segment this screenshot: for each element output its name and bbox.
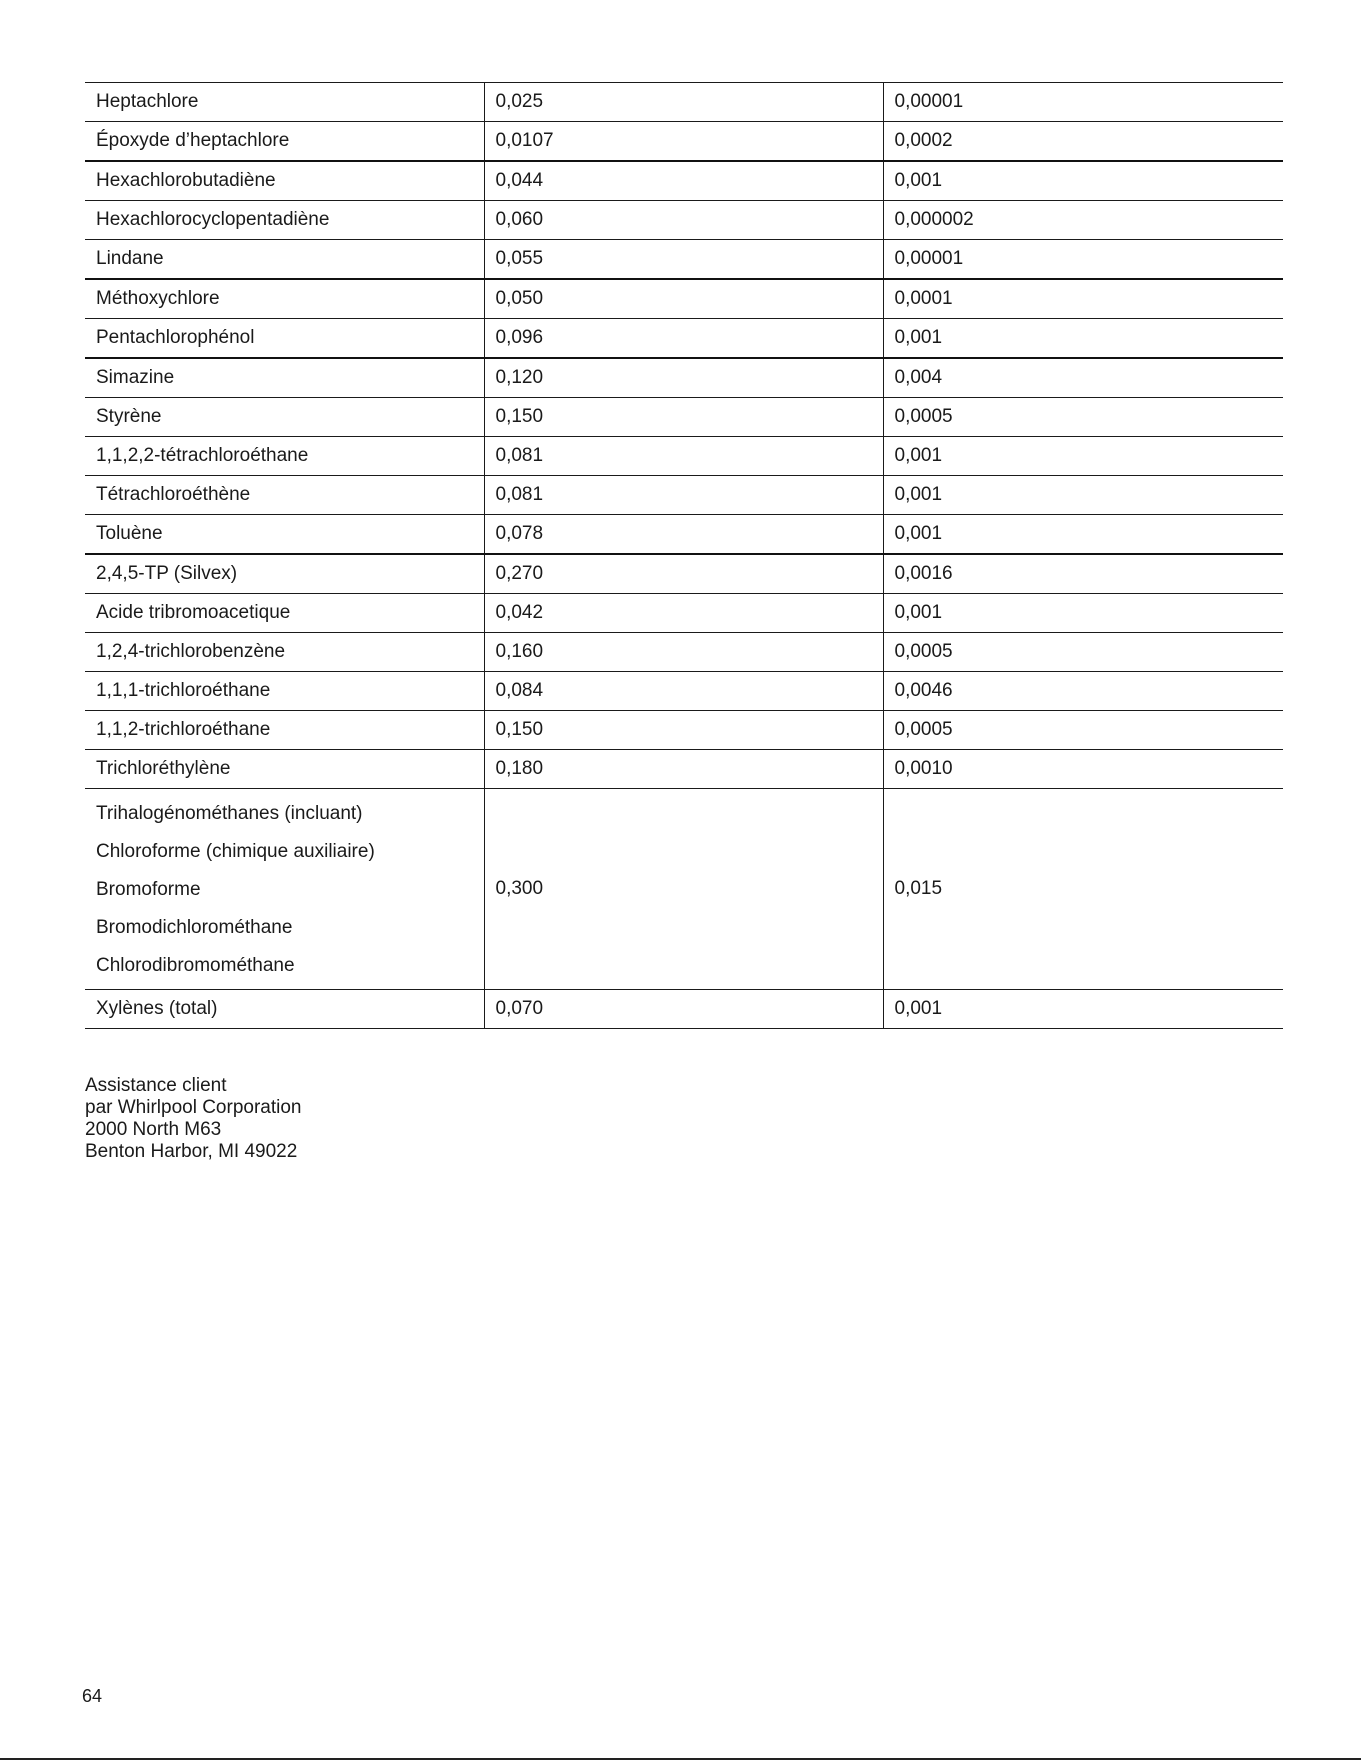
address-line: Assistance client: [85, 1075, 227, 1096]
value1-cell: 0,120: [484, 358, 883, 398]
value2-cell: 0,0005: [883, 633, 1283, 672]
value1-cell: 0,042: [484, 594, 883, 633]
customer-assistance-address: [85, 1075, 302, 1163]
name-cell: 2,4,5-TP (Silvex): [85, 554, 484, 594]
name-cell: 1,2,4-trichlorobenzène: [85, 633, 484, 672]
value2-cell: 0,0002: [883, 122, 1283, 162]
table-row: [85, 398, 1283, 437]
address-line: 2000 North M63: [85, 1119, 222, 1140]
value2-cell: 0,0001: [883, 279, 1283, 319]
table-row: [85, 319, 1283, 359]
value2-cell: 0,001: [883, 161, 1283, 201]
table-row: [85, 633, 1283, 672]
name-cell: Xylènes (total): [85, 990, 484, 1029]
name-cell: Tétrachloroéthène: [85, 476, 484, 515]
value2-cell: 0,001: [883, 476, 1283, 515]
value1-cell: 0,060: [484, 201, 883, 240]
table-row: [85, 750, 1283, 789]
table-row: [85, 437, 1283, 476]
name-cell: Styrène: [85, 398, 484, 437]
value1-cell: 0,070: [484, 990, 883, 1029]
table-row-last: [85, 990, 1283, 1029]
value2-cell: 0,00001: [883, 83, 1283, 122]
name-cell: Toluène: [85, 515, 484, 555]
value1-cell: 0,025: [484, 83, 883, 122]
table-row-group: [85, 789, 1283, 990]
value1-cell: 0,050: [484, 279, 883, 319]
group-name-line: Chloroforme (chimique auxiliaire): [96, 841, 375, 862]
table-row: [85, 672, 1283, 711]
value1-cell: 0,150: [484, 398, 883, 437]
value1-cell: 0,096: [484, 319, 883, 359]
address-line: Benton Harbor, MI 49022: [85, 1141, 298, 1162]
bottom-rule: [0, 1758, 1361, 1760]
contaminant-table-body: [85, 83, 1283, 1029]
name-cell: Méthoxychlore: [85, 279, 484, 319]
value1-cell: 0,180: [484, 750, 883, 789]
group-value2-cell: 0,015: [883, 789, 1283, 990]
value2-cell: 0,001: [883, 594, 1283, 633]
group-value1-cell: 0,300: [484, 789, 883, 990]
group-name-line: Chlorodibromométhane: [96, 955, 295, 976]
value1-cell: 0,270: [484, 554, 883, 594]
name-cell: Pentachlorophénol: [85, 319, 484, 359]
value2-cell: 0,00001: [883, 240, 1283, 280]
value2-cell: 0,001: [883, 515, 1283, 555]
group-names-cell: [85, 789, 484, 990]
table-row: [85, 122, 1283, 162]
name-cell: 1,1,1-trichloroéthane: [85, 672, 484, 711]
group-name-line: Bromoforme: [96, 879, 201, 900]
value2-cell: 0,004: [883, 358, 1283, 398]
value2-cell: 0,001: [883, 437, 1283, 476]
name-cell: Acide tribromoacetique: [85, 594, 484, 633]
name-cell: Hexachlorocyclopentadiène: [85, 201, 484, 240]
value2-cell: 0,0046: [883, 672, 1283, 711]
page-number: 64: [82, 1686, 103, 1706]
table-row: [85, 161, 1283, 201]
name-cell: Époxyde d’heptachlore: [85, 122, 484, 162]
value2-cell: 0,0016: [883, 554, 1283, 594]
table-row: [85, 554, 1283, 594]
name-cell: 1,1,2,2-tétrachloroéthane: [85, 437, 484, 476]
value2-cell: 0,001: [883, 990, 1283, 1029]
table-row: [85, 279, 1283, 319]
group-name-line: Bromodichlorométhane: [96, 917, 293, 938]
table-row: [85, 240, 1283, 280]
value1-cell: 0,044: [484, 161, 883, 201]
table-row: [85, 515, 1283, 555]
value1-cell: 0,084: [484, 672, 883, 711]
value2-cell: 0,0005: [883, 398, 1283, 437]
name-cell: Lindane: [85, 240, 484, 280]
contaminant-table: [85, 82, 1283, 1029]
table-row: [85, 83, 1283, 122]
name-cell: Hexachlorobutadiène: [85, 161, 484, 201]
value2-cell: 0,0005: [883, 711, 1283, 750]
name-cell: Trichloréthylène: [85, 750, 484, 789]
table-row: [85, 594, 1283, 633]
value1-cell: 0,0107: [484, 122, 883, 162]
name-cell: Heptachlore: [85, 83, 484, 122]
value2-cell: 0,001: [883, 319, 1283, 359]
table-row: [85, 358, 1283, 398]
group-name-line: Trihalogénométhanes (incluant): [96, 803, 363, 824]
value1-cell: 0,081: [484, 476, 883, 515]
table-row: [85, 476, 1283, 515]
name-cell: Simazine: [85, 358, 484, 398]
value2-cell: 0,0010: [883, 750, 1283, 789]
value1-cell: 0,160: [484, 633, 883, 672]
value2-cell: 0,000002: [883, 201, 1283, 240]
value1-cell: 0,150: [484, 711, 883, 750]
value1-cell: 0,081: [484, 437, 883, 476]
value1-cell: 0,055: [484, 240, 883, 280]
table-row: [85, 201, 1283, 240]
name-cell: 1,1,2-trichloroéthane: [85, 711, 484, 750]
address-line: par Whirlpool Corporation: [85, 1097, 302, 1118]
table-row: [85, 711, 1283, 750]
value1-cell: 0,078: [484, 515, 883, 555]
